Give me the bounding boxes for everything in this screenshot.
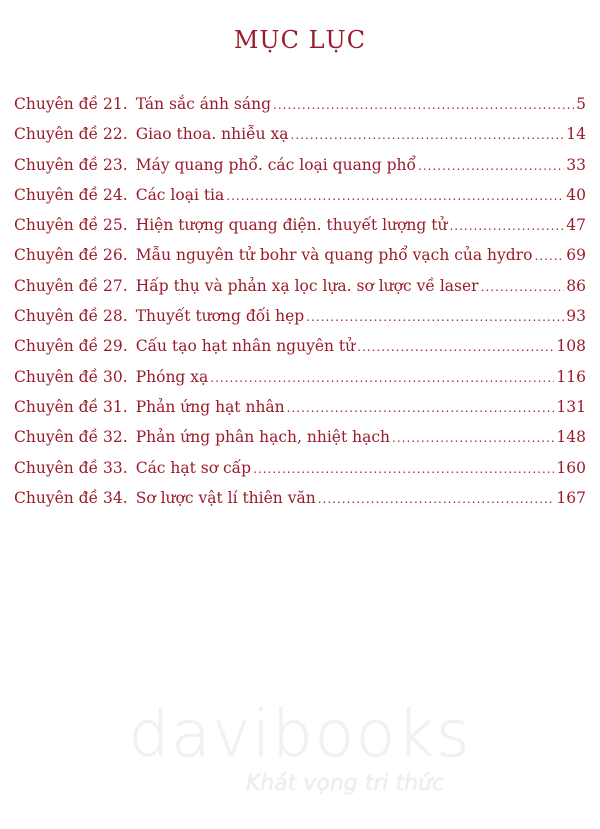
toc-entry-number: Chuyên đề 30. [14, 367, 128, 386]
toc-entry-page: 108 [556, 337, 586, 356]
toc-entry-number: Chuyên đề 24. [14, 185, 128, 204]
toc-entry-page: 116 [556, 367, 586, 386]
toc-entry-number: Chuyên đề 33. [14, 458, 128, 477]
watermark-logo: davibooks [128, 698, 472, 772]
toc-entry-title: Mẫu nguyên tử bohr và quang phổ vạch của hydro [135, 246, 533, 265]
toc-dot-leader [318, 492, 555, 506]
toc-entry-title: Hiện tượng quang điện. thuyết lượng tử [135, 216, 448, 235]
toc-entry-number: Chuyên đề 34. [14, 488, 128, 507]
toc-entry [14, 459, 586, 489]
toc-entry [14, 95, 586, 125]
toc-entry-title: Phản ứng phân hạch, nhiệt hạch [135, 428, 391, 447]
toc-entry-title: Các hạt sơ cấp [135, 458, 252, 477]
toc-entry [14, 337, 586, 367]
watermark [0, 700, 600, 798]
toc-dot-leader [392, 431, 554, 445]
toc-entry-page: 33 [566, 155, 586, 174]
toc-entry-title: Hấp thụ và phản xạ lọc lựa. sơ lược về laser [135, 276, 479, 295]
toc-dot-leader [449, 219, 564, 233]
toc-entry-title: Tán sắc ánh sáng [135, 95, 272, 113]
toc-entry [14, 398, 586, 428]
toc-entry-number: Chuyên đề 26. [14, 246, 128, 265]
toc-dot-leader [273, 98, 574, 112]
toc-entry-page: 148 [556, 428, 586, 447]
toc-dot-leader [357, 340, 554, 354]
toc-entry [14, 216, 586, 246]
toc-entry-number: Chuyên đề 29. [14, 337, 128, 356]
toc-entry-title: Phản ứng hạt nhân [135, 397, 285, 416]
toc-entry-number: Chuyên đề 32. [14, 428, 128, 447]
toc-entry [14, 186, 586, 216]
toc-entry-number: Chuyên đề 23. [14, 155, 128, 174]
toc-entry-number: Chuyên đề 31. [14, 397, 128, 416]
toc-dot-leader [287, 401, 555, 415]
toc-entry-number: Chuyên đề 25. [14, 216, 128, 235]
toc-dot-leader [418, 159, 564, 173]
toc-entry-page: 47 [566, 216, 586, 235]
toc-entry [14, 125, 586, 155]
toc-entry-number: Chuyên đề 21. [14, 95, 128, 113]
toc-entry-page: 86 [566, 276, 586, 295]
toc-entry-page: 69 [566, 246, 586, 265]
toc-entry-page: 93 [566, 307, 586, 326]
toc-dot-leader [481, 280, 565, 294]
toc-entry-number: Chuyên đề 22. [14, 125, 128, 144]
toc-entry-page: 14 [566, 125, 586, 144]
toc-entry-number: Chuyên đề 27. [14, 276, 128, 295]
toc-entry-page: 40 [566, 185, 586, 204]
toc-dot-leader [226, 189, 564, 203]
toc-entry-title: Giao thoa. nhiễu xạ [135, 125, 289, 144]
toc-entry-title: Phóng xạ [135, 367, 209, 386]
toc-entry-page: 5 [576, 95, 586, 113]
toc-entry-number: Chuyên đề 28. [14, 307, 128, 326]
toc-entry [14, 307, 586, 337]
page-title: MỤC LỤC [233, 26, 367, 54]
toc-dot-leader [534, 249, 564, 263]
watermark-tagline: Khát vọng tri thức [245, 771, 445, 796]
toc-entry-title: Máy quang phổ. các loại quang phổ [135, 155, 417, 174]
toc-entry-title: Sơ lược vật lí thiên văn [135, 488, 316, 507]
toc-entry-page: 160 [556, 458, 586, 477]
toc-entry-title: Thuyết tương đối hẹp [135, 307, 305, 326]
toc-dot-leader [291, 128, 565, 142]
toc-entry-page: 167 [556, 488, 586, 507]
toc-entry [14, 246, 586, 276]
toc-entry [14, 489, 586, 519]
toc-entry-title: Các loại tia [135, 185, 225, 204]
toc-dot-leader [306, 310, 564, 324]
table-of-contents [14, 95, 586, 519]
toc-entry-page: 131 [556, 397, 586, 416]
toc-entry [14, 368, 586, 398]
toc-entry [14, 277, 586, 307]
toc-entry-title: Cấu tạo hạt nhân nguyên tử [135, 337, 356, 356]
toc-entry [14, 156, 586, 186]
toc-dot-leader [253, 462, 554, 476]
toc-dot-leader [210, 371, 554, 385]
toc-entry [14, 428, 586, 458]
